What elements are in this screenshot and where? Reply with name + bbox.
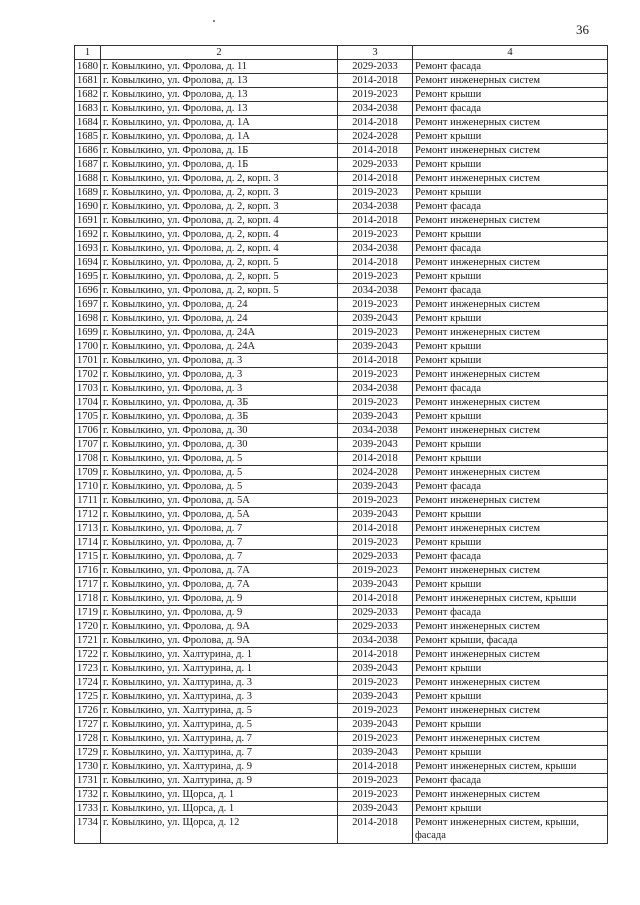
row-number: 1731 (75, 774, 101, 788)
address-cell: г. Ковылкино, ул. Фролова, д. 9А (101, 634, 338, 648)
address-cell: г. Ковылкино, ул. Фролова, д. 3 (101, 354, 338, 368)
period-cell: 2039-2043 (338, 578, 413, 592)
work-type-cell: Ремонт крыши (413, 536, 608, 550)
table-row (75, 228, 608, 242)
address-cell: г. Ковылкино, ул. Фролова, д. 7 (101, 536, 338, 550)
row-number: 1690 (75, 200, 101, 214)
period-cell: 2019-2023 (338, 186, 413, 200)
row-number: 1698 (75, 312, 101, 326)
table-row (75, 88, 608, 102)
period-cell: 2019-2023 (338, 396, 413, 410)
address-cell: г. Ковылкино, ул. Фролова, д. 13 (101, 74, 338, 88)
period-cell: 2014-2018 (338, 648, 413, 662)
address-cell: г. Ковылкино, ул. Фролова, д. 3 (101, 368, 338, 382)
work-type-cell: Ремонт инженерных систем (413, 368, 608, 382)
table-row (75, 746, 608, 760)
address-cell: г. Ковылкино, ул. Фролова, д. 24 (101, 298, 338, 312)
period-cell: 2024-2028 (338, 130, 413, 144)
row-number: 1713 (75, 522, 101, 536)
row-number: 1730 (75, 760, 101, 774)
work-type-cell: Ремонт инженерных систем, крыши (413, 592, 608, 606)
period-cell: 2039-2043 (338, 746, 413, 760)
address-cell: г. Ковылкино, ул. Фролова, д. 5 (101, 466, 338, 480)
work-type-cell: Ремонт крыши (413, 746, 608, 760)
table-row (75, 732, 608, 746)
work-type-cell: Ремонт крыши (413, 578, 608, 592)
column-header-address: 2 (101, 46, 338, 60)
work-type-cell: Ремонт инженерных систем (413, 74, 608, 88)
period-cell: 2034-2038 (338, 284, 413, 298)
period-cell: 2039-2043 (338, 410, 413, 424)
work-type-cell: Ремонт крыши (413, 186, 608, 200)
work-type-cell: Ремонт инженерных систем (413, 172, 608, 186)
work-type-cell: Ремонт фасада (413, 102, 608, 116)
address-cell: г. Ковылкино, ул. Фролова, д. 2, корп. 4 (101, 228, 338, 242)
work-type-cell: Ремонт инженерных систем, крыши, фасада (413, 816, 608, 844)
work-type-cell: Ремонт крыши (413, 718, 608, 732)
period-cell: 2019-2023 (338, 270, 413, 284)
table-row (75, 578, 608, 592)
row-number: 1721 (75, 634, 101, 648)
period-cell: 2034-2038 (338, 382, 413, 396)
period-cell: 2014-2018 (338, 74, 413, 88)
row-number: 1695 (75, 270, 101, 284)
table-row (75, 410, 608, 424)
table-row (75, 648, 608, 662)
period-cell: 2034-2038 (338, 102, 413, 116)
period-cell: 2039-2043 (338, 718, 413, 732)
address-cell: г. Ковылкино, ул. Фролова, д. 1Б (101, 144, 338, 158)
period-cell: 2019-2023 (338, 298, 413, 312)
work-type-cell: Ремонт крыши (413, 452, 608, 466)
address-cell: г. Ковылкино, ул. Фролова, д. 7 (101, 550, 338, 564)
work-type-cell: Ремонт инженерных систем (413, 564, 608, 578)
address-cell: г. Ковылкино, ул. Халтурина, д. 3 (101, 690, 338, 704)
work-type-cell: Ремонт инженерных систем (413, 704, 608, 718)
address-cell: г. Ковылкино, ул. Фролова, д. 7 (101, 522, 338, 536)
address-cell: г. Ковылкино, ул. Фролова, д. 1А (101, 116, 338, 130)
period-cell: 2014-2018 (338, 354, 413, 368)
row-number: 1705 (75, 410, 101, 424)
address-cell: г. Ковылкино, ул. Фролова, д. 9 (101, 606, 338, 620)
address-cell: г. Ковылкино, ул. Фролова, д. 5А (101, 494, 338, 508)
period-cell: 2019-2023 (338, 774, 413, 788)
table-row (75, 452, 608, 466)
address-cell: г. Ковылкино, ул. Фролова, д. 24А (101, 326, 338, 340)
row-number: 1681 (75, 74, 101, 88)
row-number: 1726 (75, 704, 101, 718)
address-cell: г. Ковылкино, ул. Фролова, д. 9 (101, 592, 338, 606)
period-cell: 2019-2023 (338, 704, 413, 718)
table-row (75, 396, 608, 410)
period-cell: 2014-2018 (338, 214, 413, 228)
address-cell: г. Ковылкино, ул. Щорса, д. 1 (101, 802, 338, 816)
table-row (75, 186, 608, 200)
table-row (75, 270, 608, 284)
row-number: 1693 (75, 242, 101, 256)
address-cell: г. Ковылкино, ул. Фролова, д. 5 (101, 480, 338, 494)
work-type-cell: Ремонт инженерных систем (413, 424, 608, 438)
work-type-cell: Ремонт инженерных систем (413, 620, 608, 634)
row-number: 1723 (75, 662, 101, 676)
table-row (75, 158, 608, 172)
row-number: 1724 (75, 676, 101, 690)
work-type-cell: Ремонт фасада (413, 382, 608, 396)
column-header-work-type: 4 (413, 46, 608, 60)
period-cell: 2014-2018 (338, 116, 413, 130)
work-type-cell: Ремонт инженерных систем (413, 494, 608, 508)
row-number: 1734 (75, 816, 101, 844)
row-number: 1712 (75, 508, 101, 522)
table-row (75, 298, 608, 312)
table-row (75, 564, 608, 578)
table-row (75, 424, 608, 438)
page-number: 36 (576, 22, 589, 37)
period-cell: 2014-2018 (338, 452, 413, 466)
row-number: 1715 (75, 550, 101, 564)
row-number: 1706 (75, 424, 101, 438)
work-type-cell: Ремонт инженерных систем (413, 648, 608, 662)
row-number: 1689 (75, 186, 101, 200)
row-number: 1694 (75, 256, 101, 270)
address-cell: г. Ковылкино, ул. Халтурина, д. 7 (101, 732, 338, 746)
row-number: 1688 (75, 172, 101, 186)
address-cell: г. Ковылкино, ул. Фролова, д. 1Б (101, 158, 338, 172)
address-cell: г. Ковылкино, ул. Фролова, д. 3Б (101, 396, 338, 410)
table-row (75, 634, 608, 648)
row-number: 1722 (75, 648, 101, 662)
period-cell: 2029-2033 (338, 550, 413, 564)
table-row (75, 242, 608, 256)
table-row (75, 704, 608, 718)
row-number: 1728 (75, 732, 101, 746)
table-row (75, 494, 608, 508)
row-number: 1700 (75, 340, 101, 354)
work-type-cell: Ремонт инженерных систем (413, 298, 608, 312)
row-number: 1710 (75, 480, 101, 494)
period-cell: 2029-2033 (338, 60, 413, 74)
work-type-cell: Ремонт крыши (413, 662, 608, 676)
table-row (75, 774, 608, 788)
work-type-cell: Ремонт инженерных систем (413, 116, 608, 130)
row-number: 1686 (75, 144, 101, 158)
address-cell: г. Ковылкино, ул. Фролова, д. 11 (101, 60, 338, 74)
address-cell: г. Ковылкино, ул. Халтурина, д. 5 (101, 704, 338, 718)
work-type-cell: Ремонт фасада (413, 284, 608, 298)
row-number: 1729 (75, 746, 101, 760)
table-row (75, 466, 608, 480)
row-number: 1696 (75, 284, 101, 298)
period-cell: 2019-2023 (338, 326, 413, 340)
row-number: 1725 (75, 690, 101, 704)
period-cell: 2039-2043 (338, 480, 413, 494)
row-number: 1697 (75, 298, 101, 312)
period-cell: 2029-2033 (338, 606, 413, 620)
work-type-cell: Ремонт крыши (413, 130, 608, 144)
work-type-cell: Ремонт крыши, фасада (413, 634, 608, 648)
row-number: 1714 (75, 536, 101, 550)
table-row (75, 144, 608, 158)
row-number: 1691 (75, 214, 101, 228)
table-row (75, 522, 608, 536)
work-type-cell: Ремонт крыши (413, 690, 608, 704)
period-cell: 2039-2043 (338, 662, 413, 676)
period-cell: 2014-2018 (338, 172, 413, 186)
address-cell: г. Ковылкино, ул. Халтурина, д. 9 (101, 774, 338, 788)
address-cell: г. Ковылкино, ул. Халтурина, д. 3 (101, 676, 338, 690)
row-number: 1685 (75, 130, 101, 144)
table-row (75, 816, 608, 844)
period-cell: 2019-2023 (338, 564, 413, 578)
address-cell: г. Ковылкино, ул. Фролова, д. 13 (101, 88, 338, 102)
work-type-cell: Ремонт инженерных систем (413, 396, 608, 410)
work-type-cell: Ремонт фасада (413, 606, 608, 620)
address-cell: г. Ковылкино, ул. Фролова, д. 5А (101, 508, 338, 522)
row-number: 1727 (75, 718, 101, 732)
address-cell: г. Ковылкино, ул. Фролова, д. 3 (101, 382, 338, 396)
work-type-cell: Ремонт крыши (413, 354, 608, 368)
period-cell: 2019-2023 (338, 368, 413, 382)
row-number: 1682 (75, 88, 101, 102)
work-type-cell: Ремонт крыши (413, 270, 608, 284)
table-row (75, 606, 608, 620)
table-row (75, 312, 608, 326)
period-cell: 2014-2018 (338, 816, 413, 844)
row-number: 1708 (75, 452, 101, 466)
address-cell: г. Ковылкино, ул. Халтурина, д. 1 (101, 662, 338, 676)
period-cell: 2014-2018 (338, 760, 413, 774)
table-body (75, 60, 608, 844)
row-number: 1718 (75, 592, 101, 606)
column-header-number: 1 (75, 46, 101, 60)
table-row (75, 508, 608, 522)
row-number: 1684 (75, 116, 101, 130)
address-cell: г. Ковылкино, ул. Халтурина, д. 9 (101, 760, 338, 774)
period-cell: 2014-2018 (338, 522, 413, 536)
address-cell: г. Ковылкино, ул. Фролова, д. 24А (101, 340, 338, 354)
row-number: 1692 (75, 228, 101, 242)
period-cell: 2039-2043 (338, 438, 413, 452)
row-number: 1701 (75, 354, 101, 368)
work-type-cell: Ремонт инженерных систем (413, 144, 608, 158)
table-row (75, 116, 608, 130)
address-cell: г. Ковылкино, ул. Фролова, д. 7А (101, 564, 338, 578)
period-cell: 2014-2018 (338, 256, 413, 270)
address-cell: г. Ковылкино, ул. Халтурина, д. 7 (101, 746, 338, 760)
address-cell: г. Ковылкино, ул. Халтурина, д. 1 (101, 648, 338, 662)
address-cell: г. Ковылкино, ул. Фролова, д. 24 (101, 312, 338, 326)
table-row (75, 256, 608, 270)
address-cell: г. Ковылкино, ул. Фролова, д. 2, корп. 3 (101, 172, 338, 186)
table-row (75, 690, 608, 704)
work-type-cell: Ремонт крыши (413, 410, 608, 424)
work-type-cell: Ремонт фасада (413, 60, 608, 74)
row-number: 1711 (75, 494, 101, 508)
period-cell: 2029-2033 (338, 620, 413, 634)
address-cell: г. Ковылкино, ул. Фролова, д. 2, корп. 4 (101, 242, 338, 256)
work-type-cell: Ремонт крыши (413, 438, 608, 452)
period-cell: 2019-2023 (338, 676, 413, 690)
work-type-cell: Ремонт крыши (413, 508, 608, 522)
work-type-cell: Ремонт инженерных систем, крыши (413, 760, 608, 774)
work-type-cell: Ремонт крыши (413, 158, 608, 172)
row-number: 1702 (75, 368, 101, 382)
address-cell: г. Ковылкино, ул. Щорса, д. 12 (101, 816, 338, 844)
period-cell: 2039-2043 (338, 340, 413, 354)
period-cell: 2014-2018 (338, 144, 413, 158)
work-type-cell: Ремонт фасада (413, 480, 608, 494)
work-type-cell: Ремонт крыши (413, 312, 608, 326)
address-cell: г. Ковылкино, ул. Фролова, д. 2, корп. 5 (101, 284, 338, 298)
row-number: 1683 (75, 102, 101, 116)
work-type-cell: Ремонт инженерных систем (413, 522, 608, 536)
work-type-cell: Ремонт крыши (413, 88, 608, 102)
period-cell: 2019-2023 (338, 494, 413, 508)
row-number: 1680 (75, 60, 101, 74)
table-row (75, 74, 608, 88)
address-cell: г. Ковылкино, ул. Щорса, д. 1 (101, 788, 338, 802)
period-cell: 2019-2023 (338, 788, 413, 802)
work-type-cell: Ремонт инженерных систем (413, 676, 608, 690)
work-type-cell: Ремонт инженерных систем (413, 788, 608, 802)
address-cell: г. Ковылкино, ул. Фролова, д. 2, корп. 3 (101, 186, 338, 200)
table-row (75, 592, 608, 606)
table-row (75, 788, 608, 802)
table-row (75, 354, 608, 368)
period-cell: 2039-2043 (338, 690, 413, 704)
table-row (75, 214, 608, 228)
period-cell: 2034-2038 (338, 634, 413, 648)
work-type-cell: Ремонт фасада (413, 774, 608, 788)
row-number: 1704 (75, 396, 101, 410)
repair-schedule-table (74, 45, 608, 844)
table-row (75, 718, 608, 732)
work-type-cell: Ремонт инженерных систем (413, 326, 608, 340)
row-number: 1717 (75, 578, 101, 592)
table-row (75, 172, 608, 186)
work-type-cell: Ремонт фасада (413, 200, 608, 214)
period-cell: 2019-2023 (338, 536, 413, 550)
work-type-cell: Ремонт крыши (413, 340, 608, 354)
header-row (75, 46, 608, 60)
row-number: 1687 (75, 158, 101, 172)
table-row (75, 340, 608, 354)
work-type-cell: Ремонт крыши (413, 228, 608, 242)
row-number: 1720 (75, 620, 101, 634)
table-row (75, 60, 608, 74)
row-number: 1707 (75, 438, 101, 452)
work-type-cell: Ремонт инженерных систем (413, 732, 608, 746)
address-cell: г. Ковылкино, ул. Фролова, д. 2, корп. 5 (101, 256, 338, 270)
address-cell: г. Ковылкино, ул. Фролова, д. 30 (101, 424, 338, 438)
table-row (75, 620, 608, 634)
table-row (75, 802, 608, 816)
period-cell: 2024-2028 (338, 466, 413, 480)
period-cell: 2034-2038 (338, 424, 413, 438)
row-number: 1733 (75, 802, 101, 816)
period-cell: 2034-2038 (338, 200, 413, 214)
table-row (75, 550, 608, 564)
address-cell: г. Ковылкино, ул. Халтурина, д. 5 (101, 718, 338, 732)
work-type-cell: Ремонт фасада (413, 550, 608, 564)
period-cell: 2019-2023 (338, 732, 413, 746)
row-number: 1716 (75, 564, 101, 578)
table-row (75, 662, 608, 676)
row-number: 1719 (75, 606, 101, 620)
period-cell: 2039-2043 (338, 312, 413, 326)
row-number: 1699 (75, 326, 101, 340)
address-cell: г. Ковылкино, ул. Фролова, д. 7А (101, 578, 338, 592)
work-type-cell: Ремонт инженерных систем (413, 214, 608, 228)
table-row (75, 200, 608, 214)
address-cell: г. Ковылкино, ул. Фролова, д. 13 (101, 102, 338, 116)
table-row (75, 676, 608, 690)
row-number: 1732 (75, 788, 101, 802)
table-row (75, 102, 608, 116)
period-cell: 2014-2018 (338, 592, 413, 606)
period-cell: 2019-2023 (338, 88, 413, 102)
address-cell: г. Ковылкино, ул. Фролова, д. 9А (101, 620, 338, 634)
address-cell: г. Ковылкино, ул. Фролова, д. 2, корп. 3 (101, 200, 338, 214)
table-row (75, 760, 608, 774)
table-row (75, 382, 608, 396)
period-cell: 2039-2043 (338, 508, 413, 522)
address-cell: г. Ковылкино, ул. Фролова, д. 5 (101, 452, 338, 466)
work-type-cell: Ремонт крыши (413, 802, 608, 816)
period-cell: 2039-2043 (338, 802, 413, 816)
address-cell: г. Ковылкино, ул. Фролова, д. 3Б (101, 410, 338, 424)
scan-speck (213, 20, 215, 22)
period-cell: 2019-2023 (338, 228, 413, 242)
column-header-period: 3 (338, 46, 413, 60)
work-type-cell: Ремонт инженерных систем (413, 256, 608, 270)
address-cell: г. Ковылкино, ул. Фролова, д. 2, корп. 5 (101, 270, 338, 284)
table-row (75, 284, 608, 298)
table-row (75, 368, 608, 382)
table-row (75, 480, 608, 494)
address-cell: г. Ковылкино, ул. Фролова, д. 30 (101, 438, 338, 452)
table-row (75, 438, 608, 452)
address-cell: г. Ковылкино, ул. Фролова, д. 1А (101, 130, 338, 144)
table-row (75, 130, 608, 144)
work-type-cell: Ремонт инженерных систем (413, 466, 608, 480)
row-number: 1703 (75, 382, 101, 396)
address-cell: г. Ковылкино, ул. Фролова, д. 2, корп. 4 (101, 214, 338, 228)
row-number: 1709 (75, 466, 101, 480)
period-cell: 2034-2038 (338, 242, 413, 256)
work-type-cell: Ремонт фасада (413, 242, 608, 256)
table-row (75, 536, 608, 550)
table-row (75, 326, 608, 340)
period-cell: 2029-2033 (338, 158, 413, 172)
